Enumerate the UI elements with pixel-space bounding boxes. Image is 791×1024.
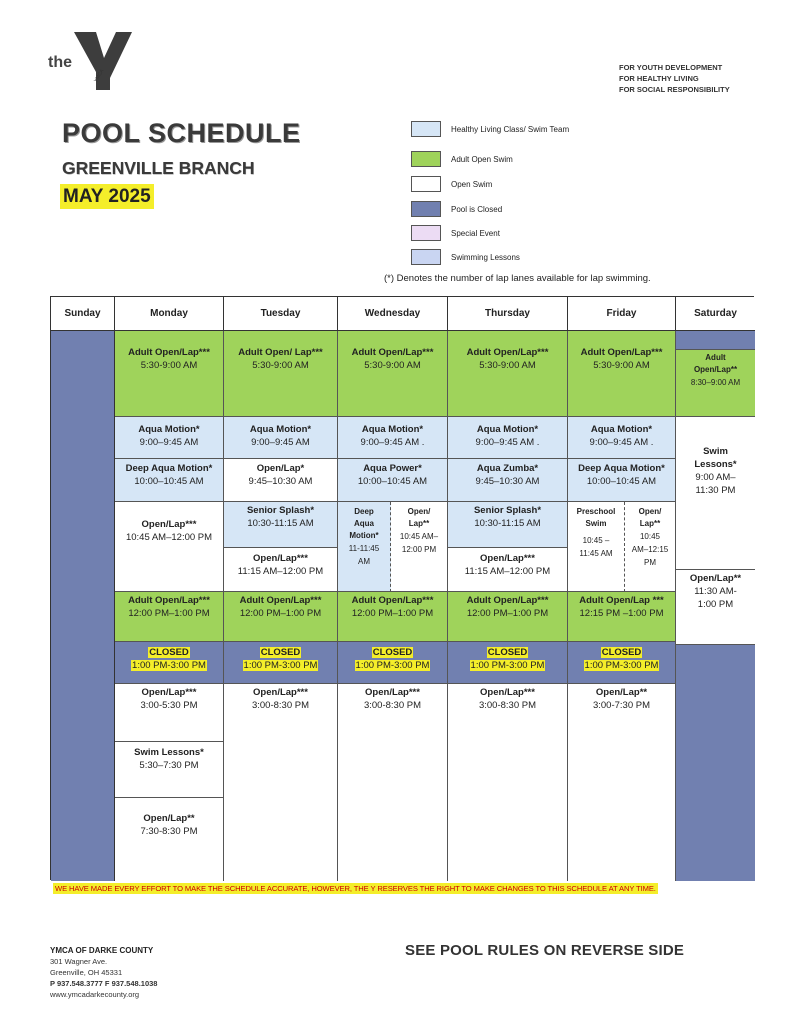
closed-block: [568, 642, 676, 684]
block-time: 5:30-9:00 AM: [479, 360, 536, 371]
block-time: 8:30–9:00 AM: [690, 378, 741, 387]
schedule-grid: [50, 296, 754, 880]
block-title: Open/Lap***: [253, 687, 308, 698]
block-title: Deep Aqua Motion*: [125, 463, 213, 474]
schedule-block: [338, 684, 448, 881]
footer-address: 301 Wagner Ave.: [50, 957, 108, 966]
block-title: Preschool: [576, 507, 616, 516]
schedule-block: [224, 459, 338, 502]
block-title: Deep Aqua Motion*: [578, 463, 665, 474]
closed-label: CLOSED: [601, 647, 642, 658]
legend-swatch: [411, 176, 441, 192]
block-title: Adult: [705, 353, 726, 362]
block-time: 5:30-9:00 AM: [593, 360, 650, 371]
schedule-block: [568, 459, 676, 502]
block-time: AM–12:15: [631, 545, 669, 554]
block-time: 10:45 –: [582, 536, 610, 545]
block-title: Adult Open/Lap***: [466, 347, 549, 358]
schedule-block: [568, 684, 676, 881]
footer-org-name: YMCA OF DARKE COUNTY: [50, 946, 154, 955]
legend-item: [411, 150, 513, 168]
block-time: 10:00–10:45 AM: [586, 476, 657, 487]
block-title: Aqua Motion*: [138, 424, 200, 435]
disclaimer: WE HAVE MADE EVERY EFFORT TO MAKE THE SCHEDULE ACCURATE, HOWEVER, THE Y RESERVES THE RIGHT TO MAKE CHANGES TO THIS SCHEDULE AT ANY TIME.: [55, 884, 656, 893]
block-title: Open/Lap***: [141, 519, 197, 530]
schedule-block: [115, 417, 224, 459]
legend-swatch: [411, 249, 441, 265]
block-time: 10:30-11:15 AM: [474, 518, 541, 529]
schedule-block: [115, 684, 224, 742]
legend-label: Special Event: [451, 228, 500, 238]
closed-label: CLOSED: [487, 647, 528, 658]
block-time: 5:30–7:30 PM: [139, 760, 199, 771]
block-title: Adult Open/ Lap***: [238, 347, 323, 358]
block-time: 11:15 AM–12:00 PM: [237, 566, 324, 577]
schedule-block: [448, 331, 568, 417]
schedule-block: [224, 502, 338, 548]
closed-time: 1:00 PM-3:00 PM: [470, 660, 545, 671]
legend-swatch: [411, 201, 441, 217]
legend-item: [411, 224, 500, 242]
block-title: Aqua Motion*: [249, 424, 312, 435]
schedule-block: [224, 417, 338, 459]
schedule-block: [115, 331, 224, 417]
block-title: Adult Open/Lap***: [239, 595, 322, 606]
block-time: 5:30-9:00 AM: [364, 360, 421, 371]
legend-label: Healthy Living Class/ Swim Team: [451, 124, 570, 134]
block-title: Open/Lap***: [480, 687, 535, 698]
schedule-block: [676, 570, 755, 645]
block-title: Open/Lap**: [595, 687, 648, 698]
legend-item: [411, 120, 569, 138]
block-title: Adult Open/Lap***: [128, 595, 210, 606]
day-header-sunday: Sunday: [51, 297, 115, 331]
day-header-monday: Monday: [115, 297, 224, 331]
legend-item: [411, 200, 502, 218]
tagline: [619, 62, 739, 95]
schedule-block: [224, 684, 338, 881]
schedule-block: [448, 459, 568, 502]
block-title: Swim Lessons*: [134, 747, 204, 758]
block-time: 12:00 PM–1:00 PM: [466, 608, 549, 619]
closed-block: [338, 642, 448, 684]
legend-item: [411, 248, 520, 266]
block-title: Senior Splash*: [246, 505, 315, 516]
block-time: 11:30 AM-: [694, 586, 737, 597]
schedule-block: [448, 502, 568, 548]
block-title: Aqua Zumba*: [476, 463, 539, 474]
schedule-block: [115, 798, 224, 881]
footer-city: Greenville, OH 45331: [50, 968, 123, 977]
schedule-block: [224, 331, 338, 417]
block-title: Open/: [407, 507, 431, 516]
block-title: Adult Open/Lap***: [580, 347, 663, 358]
footer-phone: P 937.548.3777 F 937.548.1038: [50, 979, 158, 988]
block-time: 3:00-7:30 PM: [592, 700, 651, 711]
block-time: 3:00-8:30 PM: [478, 700, 537, 711]
block-title: Open/Lap*: [256, 463, 305, 474]
block-time: 9:45–10:30 AM: [248, 476, 313, 487]
block-time: 5:30-9:00 AM: [140, 360, 198, 371]
block-title: Open/Lap***: [365, 687, 420, 698]
schedule-block: [115, 742, 224, 798]
schedule-block: [625, 502, 676, 592]
legend-swatch: [411, 151, 441, 167]
branch-name: GREENVILLE BRANCH: [62, 158, 255, 178]
block-title: Aqua: [354, 519, 374, 528]
schedule-block: [448, 592, 568, 642]
block-time: 12:00 PM: [401, 545, 437, 554]
block-time: 1:00 PM: [697, 599, 734, 610]
logo-the-text: the: [48, 54, 72, 71]
block-title: Adult Open/Lap***: [351, 347, 434, 358]
schedule-block: [448, 417, 568, 459]
block-title: Senior Splash*: [473, 505, 542, 516]
block-time: 7:30-8:30 PM: [140, 826, 198, 837]
block-title: Aqua Motion*: [590, 424, 653, 435]
logo-ymca-text: YMCA: [93, 68, 106, 84]
schedule-block: [224, 548, 338, 592]
block-time: 9:00–9:45 AM .: [360, 437, 425, 448]
block-title: Aqua Power*: [363, 463, 422, 474]
day-header-thursday: Thursday: [448, 297, 568, 331]
block-title: Swim: [585, 519, 607, 528]
schedule-block: [115, 592, 224, 642]
block-time: 11-11:45: [348, 544, 380, 553]
block-time: 10:30-11:15 AM: [247, 518, 314, 529]
legend-swatch: [411, 225, 441, 241]
block-time: AM: [358, 557, 370, 566]
block-title: Lap**: [639, 519, 661, 528]
block-title: Open/Lap***: [480, 553, 535, 564]
schedule-block: [338, 459, 448, 502]
schedule-block: [391, 502, 448, 592]
month-label: MAY 2025: [60, 184, 154, 209]
block-title: Open/Lap**: [693, 365, 738, 374]
sunday-closed-block: [51, 331, 115, 881]
tagline-line: FOR SOCIAL RESPONSIBILITY: [619, 85, 730, 94]
block-title: Adult Open/Lap***: [128, 347, 210, 358]
block-time: 10:45 AM–12:00 PM: [125, 532, 213, 543]
block-time: 10:00–10:45 AM: [134, 476, 204, 487]
closed-time: 1:00 PM-3:00 PM: [243, 660, 318, 671]
legend-label: Adult Open Swim: [451, 154, 513, 164]
tagline-line: FOR HEALTHY LIVING: [619, 74, 699, 83]
day-header-tuesday: Tuesday: [224, 297, 338, 331]
block-time: 3:00-5:30 PM: [140, 700, 198, 711]
schedule-block: [676, 350, 755, 417]
schedule-block: [115, 502, 224, 592]
block-title: Swim: [703, 446, 728, 457]
closed-block: [448, 642, 568, 684]
block-time: 3:00-8:30 PM: [363, 700, 422, 711]
block-time: 9:45–10:30 AM: [475, 476, 540, 487]
see-rules-note: SEE POOL RULES ON REVERSE SIDE: [405, 942, 685, 959]
block-title: Open/: [638, 507, 662, 516]
block-time: 3:00-8:30 PM: [251, 700, 310, 711]
day-header-friday: Friday: [568, 297, 676, 331]
closed-block: [224, 642, 338, 684]
block-time: 11:15 AM–12:00 PM: [464, 566, 551, 577]
block-title: Aqua Motion*: [476, 424, 539, 435]
page-title: POOL SCHEDULE: [62, 118, 301, 148]
closed-label: CLOSED: [149, 647, 189, 658]
legend-label: Pool is Closed: [451, 204, 503, 214]
schedule-block: [676, 417, 755, 570]
footer-website[interactable]: www.ymcadarkecounty.org: [50, 990, 140, 999]
block-time: 12:00 PM–1:00 PM: [128, 608, 210, 619]
legend-label: Open Swim: [451, 179, 493, 189]
schedule-block: [568, 331, 676, 417]
schedule-block: [568, 592, 676, 642]
schedule-block: [224, 592, 338, 642]
schedule-block: [568, 417, 676, 459]
block-time: 9:00 AM–: [695, 472, 736, 483]
block-title: Open/Lap***: [253, 553, 308, 564]
block-time: 5:30-9:00 AM: [252, 360, 309, 371]
block-title: Aqua Motion*: [361, 424, 424, 435]
schedule-block: [448, 684, 568, 881]
schedule-block: [568, 502, 625, 592]
block-time: 9:00–9:45 AM .: [475, 437, 540, 448]
closed-time: 1:00 PM-3:00 PM: [355, 660, 430, 671]
block-title: Lessons*: [694, 459, 737, 470]
day-header-wednesday: Wednesday: [338, 297, 448, 331]
block-time: 9:00–9:45 AM .: [589, 437, 654, 448]
closed-label: CLOSED: [372, 647, 413, 658]
block-time: 9:00–9:45 AM: [139, 437, 199, 448]
legend-label: Swimming Lessons: [451, 252, 520, 262]
block-time: 10:45: [639, 532, 661, 541]
block-title: Adult Open/Lap ***: [579, 595, 664, 606]
block-title: Deep: [354, 507, 374, 516]
schedule-block: [338, 417, 448, 459]
closed-label: CLOSED: [260, 647, 301, 658]
block-time: 12:15 PM –1:00 PM: [579, 608, 664, 619]
block-time: PM: [644, 558, 656, 567]
legend-swatch: [411, 121, 441, 137]
closed-time: 1:00 PM-3:00 PM: [132, 660, 206, 671]
closed-time: 1:00 PM-3:00 PM: [584, 660, 659, 671]
lap-lane-note: (*) Denotes the number of lap lanes available for lap swimming.: [384, 273, 651, 284]
block-title: Adult Open/Lap***: [351, 595, 434, 606]
block-time: 12:00 PM–1:00 PM: [351, 608, 434, 619]
block-time: 10:45 AM–: [399, 532, 439, 541]
block-time: 11:30 PM: [695, 485, 736, 496]
schedule-block: [338, 331, 448, 417]
block-time: 10:00–10:45 AM: [357, 476, 428, 487]
schedule-block: [115, 459, 224, 502]
block-title: Lap**: [408, 519, 430, 528]
block-time: 12:00 PM–1:00 PM: [239, 608, 322, 619]
closed-block: [676, 331, 755, 350]
block-time: 9:00–9:45 AM: [251, 437, 310, 448]
block-title: Open/Lap***: [141, 687, 197, 698]
block-title: Open/Lap**: [143, 813, 195, 824]
closed-block: [115, 642, 224, 684]
tagline-line: FOR YOUTH DEVELOPMENT: [619, 63, 723, 72]
schedule-block: [338, 502, 391, 592]
block-time: 11:45 AM: [579, 549, 613, 558]
day-header-saturday: Saturday: [676, 297, 755, 331]
block-title: Adult Open/Lap***: [466, 595, 549, 606]
block-title: Motion*: [349, 531, 379, 540]
closed-block: [676, 645, 755, 881]
block-title: Open/Lap**: [689, 573, 742, 584]
schedule-block: [338, 592, 448, 642]
legend-item: [411, 175, 492, 193]
schedule-block: [448, 548, 568, 592]
